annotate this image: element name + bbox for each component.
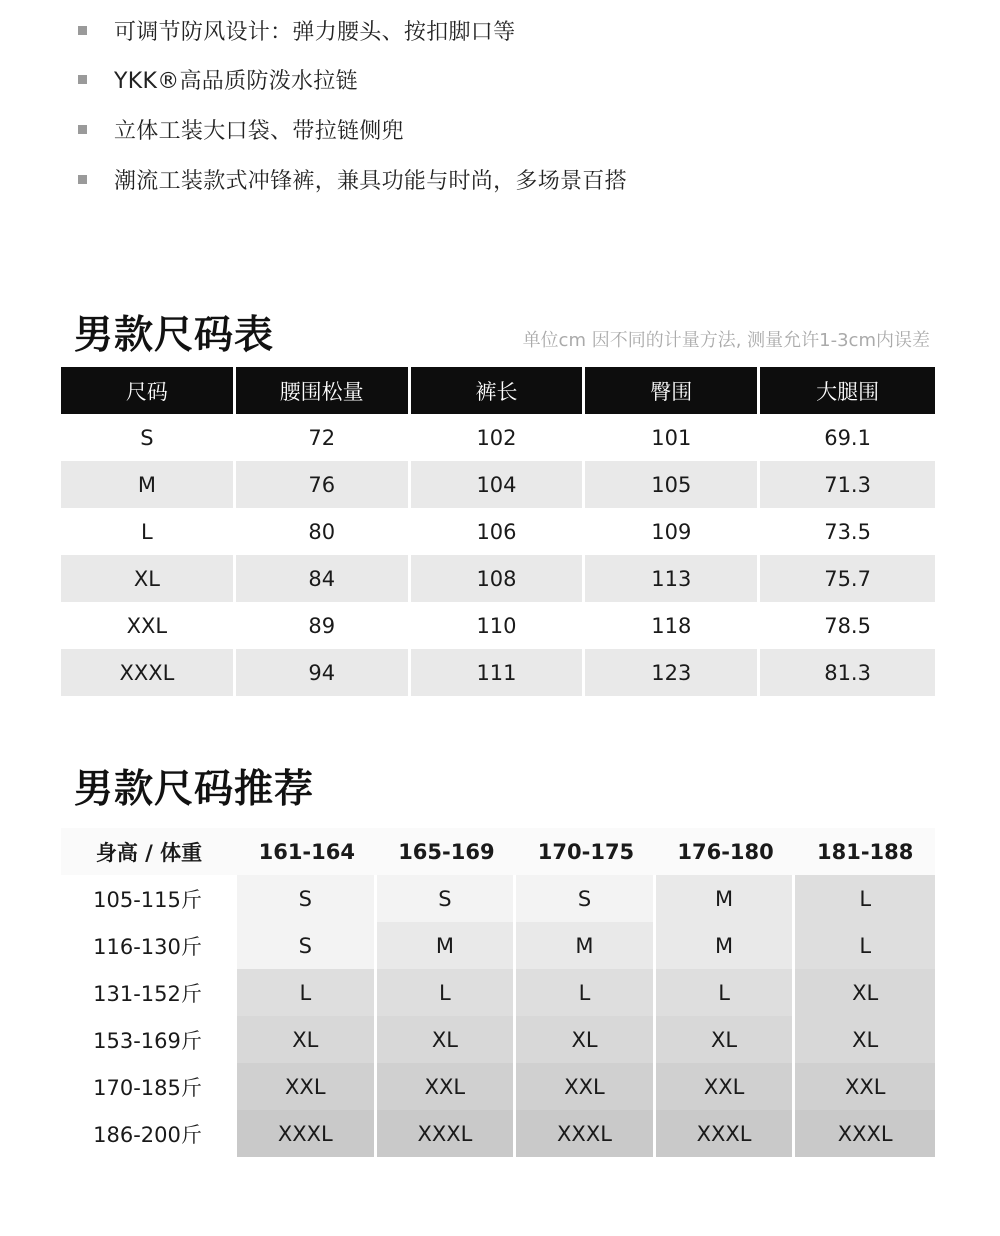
bullet-icon (78, 75, 87, 84)
table-cell: 102 (411, 414, 586, 461)
size-cell: XXXL (795, 1110, 935, 1157)
height-column-header: 161-164 (237, 828, 377, 875)
size-cell: L (656, 969, 796, 1016)
table-cell: 89 (236, 602, 411, 649)
height-column-header: 176-180 (656, 828, 796, 875)
table-cell: 109 (585, 508, 760, 555)
table-row (61, 649, 935, 696)
size-cell: XL (237, 1016, 377, 1063)
header-cell: 尺码 (61, 367, 236, 414)
table-cell: 101 (585, 414, 760, 461)
table-row (61, 969, 935, 1016)
table-cell: XXXL (61, 649, 236, 696)
size-cell: M (377, 922, 517, 969)
size-cell: M (656, 922, 796, 969)
size-cell: XL (795, 969, 935, 1016)
size-cell: XXL (237, 1063, 377, 1110)
bullet-icon (78, 26, 87, 35)
weight-label: 153-169斤 (61, 1016, 237, 1063)
feature-item (78, 161, 627, 197)
corner-label: 身高 / 体重 (61, 828, 237, 875)
table-cell: 110 (411, 602, 586, 649)
size-cell: XXL (377, 1063, 517, 1110)
measurement-note: 单位cm 因不同的计量方法, 测量允许1-3cm内误差 (522, 330, 930, 351)
feature-item (78, 111, 404, 147)
table-cell: XXL (61, 602, 236, 649)
bullet-icon (78, 175, 87, 184)
header-cell: 腰围松量 (236, 367, 411, 414)
size-cell: XL (516, 1016, 656, 1063)
weight-label: 105-115斤 (61, 875, 237, 922)
height-column-header: 181-188 (795, 828, 935, 875)
size-cell: S (516, 875, 656, 922)
table-row (61, 1016, 935, 1063)
table-cell: 108 (411, 555, 586, 602)
feature-text: 潮流工装款式冲锋裤，兼具功能与时尚，多场景百搭 (114, 168, 627, 194)
feature-text: 立体工装大口袋、带拉链侧兜 (114, 118, 404, 144)
table-row (61, 922, 935, 969)
size-cell: S (237, 875, 377, 922)
size-cell: XXL (656, 1063, 796, 1110)
table-row (61, 555, 935, 602)
size-cell: L (377, 969, 517, 1016)
table-cell: XL (61, 555, 236, 602)
size-cell: M (656, 875, 796, 922)
size-recommendation-table (61, 828, 935, 1157)
size-cell: XL (656, 1016, 796, 1063)
header-cell: 臀围 (585, 367, 760, 414)
table-row (61, 461, 935, 508)
table-cell: 106 (411, 508, 586, 555)
table-cell: 118 (585, 602, 760, 649)
weight-label: 186-200斤 (61, 1110, 237, 1157)
table-cell: 104 (411, 461, 586, 508)
table-cell: 72 (236, 414, 411, 461)
header-cell: 裤长 (411, 367, 586, 414)
size-chart-table (61, 367, 935, 696)
table-cell: 111 (411, 649, 586, 696)
table-row (61, 414, 935, 461)
table-cell: 78.5 (760, 602, 935, 649)
table-cell: 81.3 (760, 649, 935, 696)
size-cell: M (516, 922, 656, 969)
size-cell: S (237, 922, 377, 969)
table-row (61, 602, 935, 649)
table-row (61, 875, 935, 922)
table-cell: 105 (585, 461, 760, 508)
table-cell: 80 (236, 508, 411, 555)
size-chart-header-row (61, 367, 935, 414)
height-column-header: 170-175 (516, 828, 656, 875)
table-cell: 75.7 (760, 555, 935, 602)
bullet-icon (78, 125, 87, 134)
size-cell: L (516, 969, 656, 1016)
table-cell: 94 (236, 649, 411, 696)
size-cell: L (795, 875, 935, 922)
table-cell: 73.5 (760, 508, 935, 555)
table-row (61, 1110, 935, 1157)
height-column-header: 165-169 (377, 828, 517, 875)
feature-item (78, 61, 358, 97)
size-cell: S (377, 875, 517, 922)
weight-label: 131-152斤 (61, 969, 237, 1016)
size-cell: L (795, 922, 935, 969)
table-cell: 123 (585, 649, 760, 696)
size-cell: XXXL (377, 1110, 517, 1157)
table-cell: S (61, 414, 236, 461)
feature-text: 可调节防风设计：弹力腰头、按扣脚口等 (114, 19, 516, 45)
header-cell: 大腿围 (760, 367, 935, 414)
size-chart-title: 男款尺码表 (74, 313, 275, 358)
recommendation-header-row (61, 828, 935, 875)
table-cell: M (61, 461, 236, 508)
feature-item (78, 12, 515, 48)
table-cell: 113 (585, 555, 760, 602)
size-cell: XXL (795, 1063, 935, 1110)
feature-text: YKK®高品质防泼水拉链 (114, 68, 358, 94)
table-cell: 84 (236, 555, 411, 602)
table-row (61, 508, 935, 555)
size-cell: L (237, 969, 377, 1016)
size-cell: XXXL (516, 1110, 656, 1157)
size-cell: XXL (516, 1063, 656, 1110)
table-cell: 69.1 (760, 414, 935, 461)
size-cell: XL (377, 1016, 517, 1063)
table-cell: 76 (236, 461, 411, 508)
table-row (61, 1063, 935, 1110)
size-cell: XXXL (237, 1110, 377, 1157)
table-cell: 71.3 (760, 461, 935, 508)
weight-label: 116-130斤 (61, 922, 237, 969)
size-cell: XL (795, 1016, 935, 1063)
size-recommendation-title: 男款尺码推荐 (74, 767, 315, 812)
table-cell: L (61, 508, 236, 555)
size-cell: XXXL (656, 1110, 796, 1157)
weight-label: 170-185斤 (61, 1063, 237, 1110)
